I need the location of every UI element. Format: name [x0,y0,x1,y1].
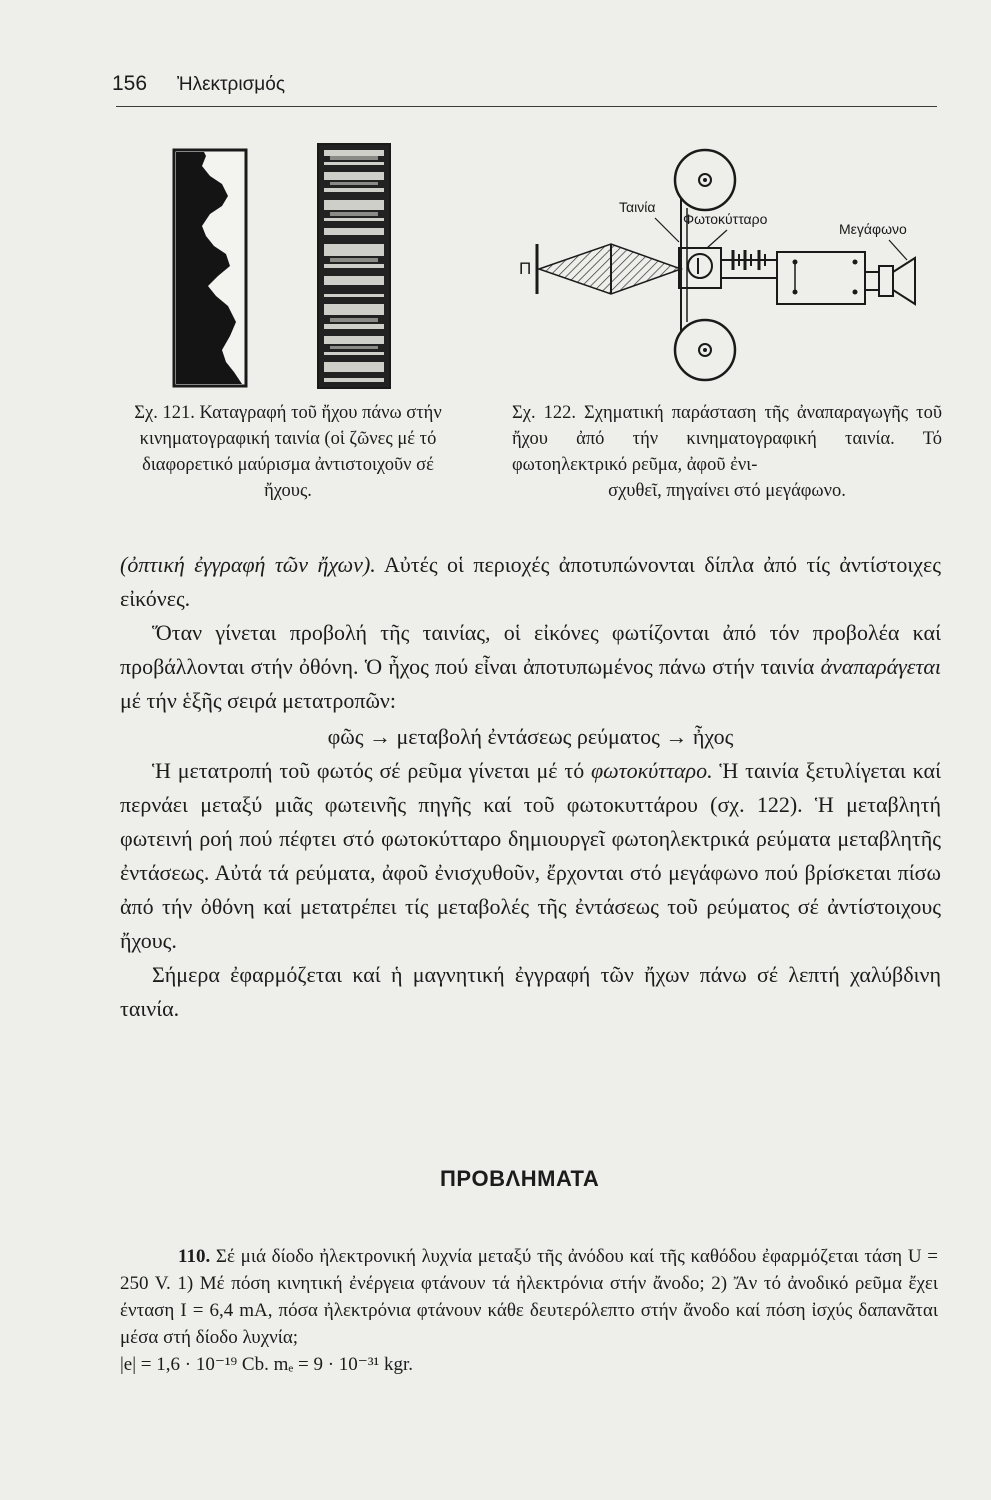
problem-number: 110. [178,1246,211,1267]
speaker [879,266,893,296]
figure-121-sound-track-illustration [130,136,440,396]
p3-italic: φωτοκύτταρο. [591,758,713,783]
figure-121-caption: Σχ. 121. Καταγραφή τοῦ ἤχου πάνω στήν κινηματογραφική ταινία (οἱ ζῶνες μέ τό διαφορετικό μαύρισμα ἀντιστοιχοῦν σέ ἤχους. [134,403,442,501]
figure-122-caption-last: σχυθεῖ, πηγαίνει στό μεγάφωνο. [608,481,846,501]
conversion-chain: φῶς → μεταβολή ἐντάσεως ρεύματος → ἦχος [327,724,734,749]
problem-constants: |e| = 1,6 · 10⁻¹⁹ Cb. mₑ = 9 · 10⁻³¹ kgr. [120,1354,413,1375]
page-number: 156 [112,72,148,95]
paragraph-1 [120,548,941,616]
light-source-label: Π [519,259,532,278]
figure-122-caption [512,400,942,504]
p1-italic: (ὀπτική ἐγγραφή τῶν ἤχων). [120,552,376,577]
problem-text: Σέ μιά δίοδο ἠλεκτρονική λυχνία μεταξύ τῆς ἀνόδου καί τῆς καθόδου ἐφαρμόζεται τάση U = 250 V. 1) Μέ πόση κινητική ἐνέργεια φτάνουν τά ἠλεκτρόνια στήν ἄνοδο; 2) Ἄν τό ἀνοδικό ρεῦμα ἔχει ένταση I = 6,4 mA, πόσα ἠλεκτρόνια φτάνουν κάθε δευτερόλεπτο στήν ἄνοδο καί πόση ἰσχύς δαπανᾶται μέσα στή δίοδο λυχνία; [120,1246,938,1348]
speaker-label: Μεγάφωνο [839,221,907,237]
main-body-text [120,548,941,1026]
p2-text-a: Ὅταν γίνεται προβολή τῆς ταινίας, οἱ εἰκόνες φωτίζονται ἀπό τόν προβολέα καί προβάλλονται στήν ὀθόνη. Ὁ ἦχος πού εἶναι ἀποτυπωμένος πάνω στήν ταινία [120,620,941,679]
p2-text-b: μέ τήν ἑξῆς σειρά μετατροπῶν: [120,688,396,713]
photocell [688,254,712,278]
paragraph-3 [120,754,941,958]
p3-text-b: Ἡ ταινία ξετυλίγεται καί περνάει μεταξύ μιᾶς φωτεινῆς πηγῆς καί τοῦ φωτοκυττάρου (σχ. 122). Ἡ μεταβλητή φωτεινή ροή πού πέφτει στό φωτοκύτταρο δημιουργεῖ φωτοηλεκτρικά ρεύματα μεταβλητῆς ἐντάσεως. Αὐτά τά ρεύματα, ἀφοῦ ἐνισχυθοῦν, ἔρχονται στό μεγάφωνο πού βρίσκεται πίσω ἀπό τήν ὀθόνη καί μετατρέπει τίς μεταβολές τῆς ἐντάσεως τοῦ ρεύματος σέ ἀντίστοιχους ἤχους. [120,758,941,953]
amplifier [777,252,865,304]
p2-italic: ἀναπαράγεται [820,654,941,679]
paragraph-2 [120,616,941,718]
tape-label: Ταινία [619,199,656,215]
p1-rest: Αὐτές οἱ περιοχές ἀποτυπώνονται δίπλα ἀπό τίς ἀντίστοιχες εἰκόνες. [120,552,941,611]
problem-110 [120,1243,938,1378]
header-rule [116,106,937,107]
running-title: Ἠλεκτρισμός [177,74,285,95]
p3-text-a: Ἡ μετατροπή τοῦ φωτός σέ ρεῦμα γίνεται μέ τό [152,758,591,783]
photocell-label: Φωτοκύτταρο [683,211,768,227]
problems-heading: ΠΡΟΒΛΗΜΑΤΑ [440,1166,600,1191]
paragraph-4: Σήμερα ἐφαρμόζεται καί ἡ μαγνητική ἐγγραφή τῶν ἤχων πάνω σέ λεπτή χαλύβδινη ταινία. [120,962,941,1021]
figure-122-caption-main: Σχ. 122. Σχηματική παράσταση τῆς ἀναπαραγωγῆς τοῦ ἤχου ἀπό τήν κινηματογραφική ταινία. Τό φωτοηλεκτρικό ρεῦμα, ἀφοῦ ἐνι- [512,403,942,475]
figure-122-playback-schematic [515,132,935,392]
